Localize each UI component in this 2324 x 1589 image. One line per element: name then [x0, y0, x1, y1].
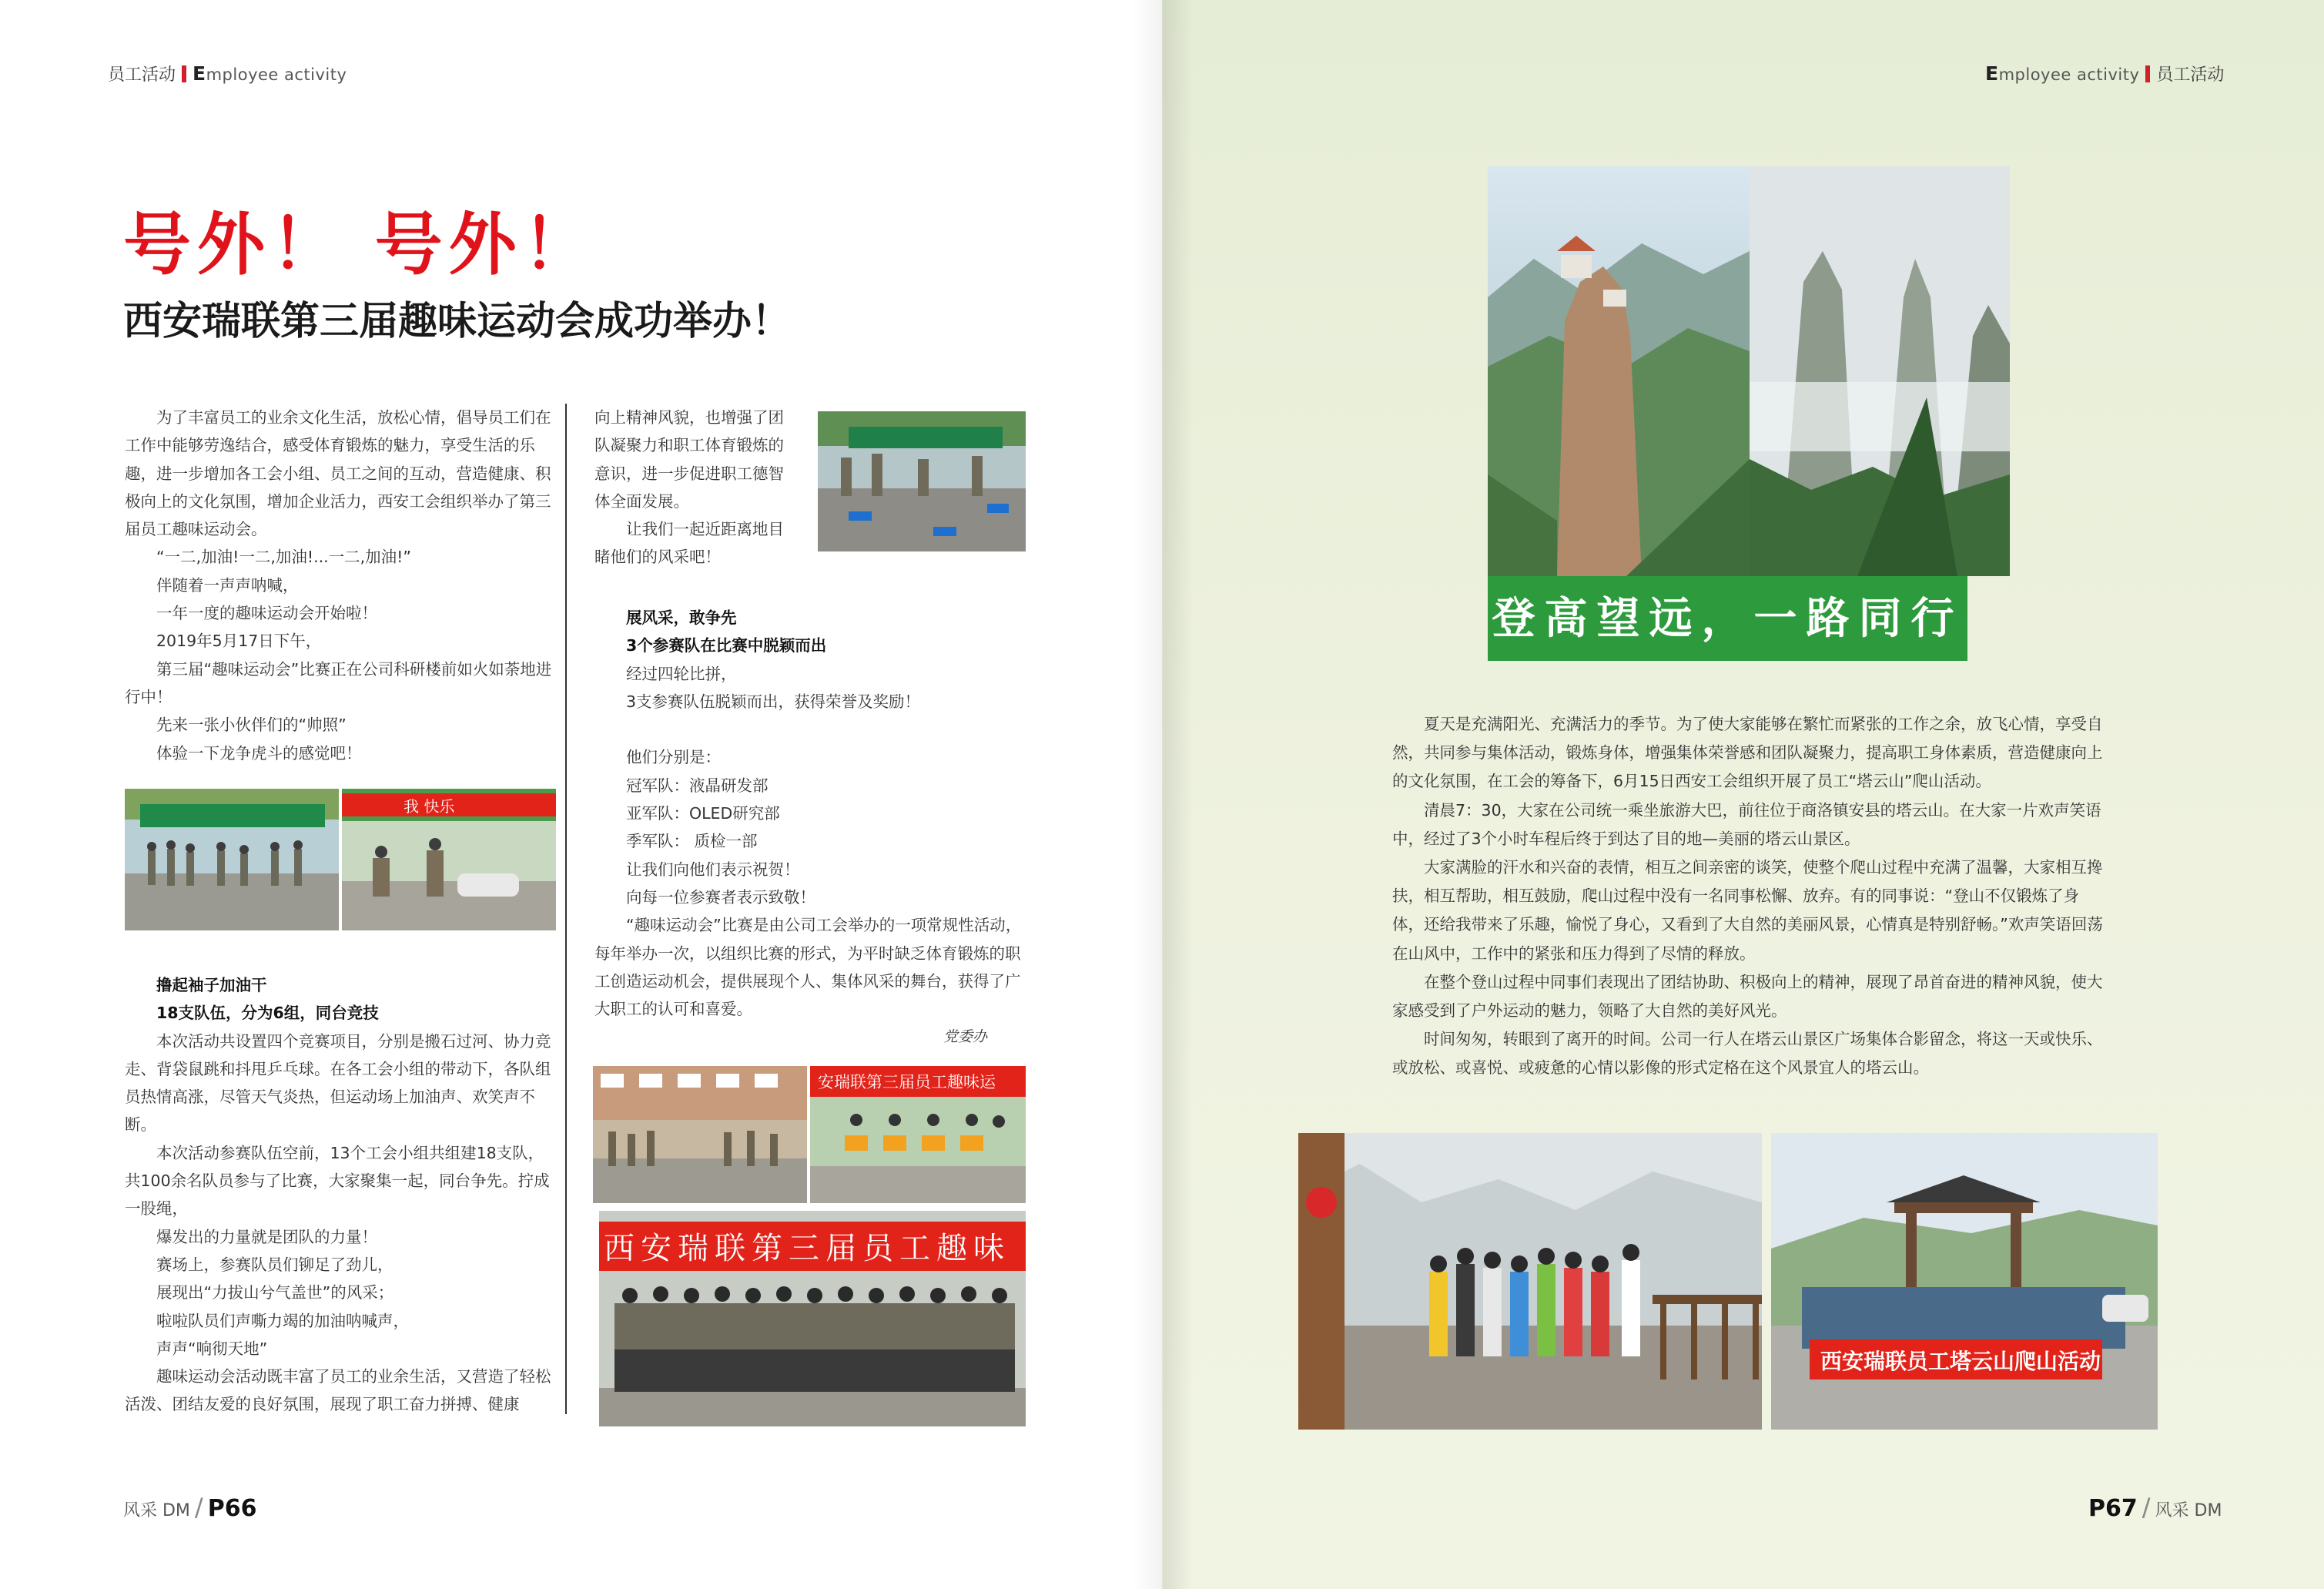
column-divider	[565, 404, 567, 1414]
text-line: 冠军队：液晶研发部	[626, 776, 769, 795]
sack-race-photo-2	[342, 789, 556, 930]
headline-subtitle: 西安瑞联第三届趣味运动会成功举办！	[123, 299, 792, 344]
hiking-group-photo-2	[1771, 1133, 2158, 1430]
headline-title: 号外！ 号外！	[123, 204, 597, 284]
right-footer	[2088, 1493, 2222, 1522]
header-red-bar	[2145, 65, 2150, 82]
text-line: 他们分别是：	[626, 748, 721, 767]
text-line: 经过四轮比拼，	[626, 664, 737, 683]
sack-race-photo-1	[125, 789, 339, 930]
group-photo-sports-day	[599, 1211, 1026, 1426]
section-heading: 3个参赛队在比赛中脱颖而出	[626, 636, 827, 655]
paragraph: 大家满脸的汗水和兴奋的表情，相互之间亲密的谈笑，使整个爬山过程中充满了温馨，大家相互搀扶，相互帮助，相互鼓励，爬山过程中没有一名同事松懈、放弃。有的同事说：“登山不仅锻炼了身体，还给我带来了乐趣，愉悦了身心，又看到了大自然的美丽风景，心情真是特别舒畅。”欢声笑语回荡在山风中，工作中的紧张和压力得到了尽情的释放。	[1392, 858, 2103, 963]
photo-banner-text: 西安瑞联第三届员工趣味	[604, 1231, 1010, 1266]
paragraph: 本次活动参赛队伍空前，13个工会小组共组建18支队，共100余名队员参与了比赛，大家聚集一起，同台争先。拧成一股绳，	[125, 1143, 550, 1219]
text-line: 亚军队：OLED研究部	[626, 804, 780, 823]
section-label-zh: 员工活动	[108, 65, 176, 85]
section-label-en: Employee activity	[193, 62, 347, 85]
paragraph: 夏天是充满阳光、充满活力的季节。为了使大家能够在繁忙而紧张的工作之余，放飞心情，享受自然，共同参与集体活动，锻炼身体，增强集体荣誉感和团队凝聚力，提高职工身体素质，营造健康向上的文化氛围，在工会的筹备下，6月15日西安工会组织开展了员工“塔云山”爬山活动。	[1392, 715, 2103, 791]
spacer-line	[594, 716, 1026, 743]
page-number: P67	[2088, 1495, 2138, 1522]
magazine-name: 风采 DM	[123, 1501, 190, 1520]
footer-slash: /	[194, 1493, 203, 1522]
text-line: 让我们向他们表示祝贺！	[626, 860, 800, 879]
article-column-1-lower	[125, 971, 556, 1419]
page-gutter	[1132, 0, 1194, 1589]
award-winners-photo	[810, 1066, 1026, 1203]
photo-banner-text: 我 快乐	[404, 797, 455, 816]
stone-crossing-photo	[818, 411, 1026, 551]
text-line: 一年一度的趣味运动会开始啦！	[156, 604, 377, 623]
hiking-article	[1392, 710, 2108, 1083]
text-line: 展现出“力拔山兮气盖世”的风采；	[156, 1283, 394, 1302]
page-number: P66	[207, 1495, 257, 1522]
signature: 党委办	[943, 1028, 987, 1046]
paragraph: 第三届“趣味运动会”比赛正在公司科研楼前如火如荼地进行中！	[125, 659, 552, 706]
right-section-header	[1985, 62, 2224, 85]
paragraph: 在整个登山过程中同事们表现出了团结协助、积极向上的精神，展现了昂首奋进的精神风貌，使大家感受到了户外运动的魅力，领略了大自然的美好风光。	[1392, 972, 2103, 1021]
text-line: 2019年5月17日下午，	[156, 632, 322, 651]
paragraph: 时间匆匆，转眼到了离开的时间。公司一行人在塔云山景区广场集体合影留念，将这一天或快乐、或放松、或喜悦、或疲惫的心情以影像的形式定格在这个风景宜人的塔云山。	[1392, 1030, 2103, 1078]
text-line: 伴随着一声声呐喊，	[156, 575, 299, 595]
paragraph: 本次活动共设置四个竞赛项目，分别是搬石过河、协力竞走、背袋鼠跳和抖甩乒乓球。在各工会小组的带动下，各队组员热情高涨，尽管天气炎热，但运动场上加油声、欢笑声不断。	[125, 1031, 551, 1135]
text-line: 体验一下龙争虎斗的感觉吧！	[156, 743, 362, 763]
left-footer	[123, 1493, 256, 1522]
left-section-header	[108, 62, 347, 85]
paragraph: “趣味运动会”比赛是由公司工会举办的一项常规性活动，每年举办一次，以组织比赛的形式，为平时缺乏体育锻炼的职工创造运动机会，提供展现个人、集体风采的舞台，获得了广大职工的认可和喜爱。	[594, 916, 1022, 1019]
section-label-zh: 员工活动	[2156, 65, 2225, 85]
paragraph: 趣味运动会活动既丰富了员工的业余生活，又营造了轻松活泼、团结友爱的良好氛围，展现了职工奋力拼搏、健康	[125, 1367, 551, 1414]
section-heading: 展风采，敢争先	[626, 608, 737, 627]
paragraph: 为了丰富员工的业余文化生活，放松心情，倡导员工们在工作中能够劳逸结合，感受体育锻炼的魅力，享受生活的乐趣，进一步增加各工会小组、员工之间的互动，营造健康、积极向上的文化氛围，增加企业活力，西安工会组织举办了第三届员工趣味运动会。	[125, 408, 551, 539]
text-line: 声声“响彻天地”	[156, 1339, 268, 1358]
article-column-2	[594, 404, 798, 572]
article-column-2-lower	[594, 604, 1026, 1051]
text-line: 爆发出的力量就是团队的力量！	[156, 1227, 377, 1246]
header-red-bar	[182, 65, 186, 82]
text-line: 3支参赛队伍脱颖而出，获得荣誉及奖励！	[626, 692, 921, 711]
paragraph: 向上精神风貌，也增强了团队凝聚力和职工体育锻炼的意识，进一步促进职工德智体全面发展。	[594, 408, 784, 511]
text-line: 啦啦队员们声嘶力竭的加油呐喊声，	[156, 1311, 409, 1330]
text-line: 赛场上，参赛队员们铆足了劲儿，	[156, 1255, 393, 1274]
section-heading: 18支队伍，分为6组，同台竞技	[156, 1004, 379, 1023]
misty-peaks-photo	[1750, 166, 2010, 576]
hero-banner: 登高望远，一路同行	[1488, 576, 1967, 661]
text-line: “一二,加油!一二,加油!...一二,加油!”	[156, 548, 411, 567]
group-banner-text: 西安瑞联员工塔云山爬山活动	[1820, 1349, 2101, 1374]
paragraph: 让我们一起近距离地目睹他们的风采吧！	[594, 520, 784, 567]
text-line: 向每一位参赛者表示致敬！	[626, 887, 815, 907]
magazine-name: 风采 DM	[2155, 1501, 2222, 1520]
text-line: 季军队： 质检一部	[626, 832, 758, 851]
mountain-temple-photo	[1488, 166, 1750, 576]
article-column-1	[125, 404, 556, 767]
section-heading: 撸起袖子加油干	[156, 976, 267, 994]
photo-banner-text: 安瑞联第三届员工趣味运	[818, 1073, 996, 1091]
cheering-team-photo	[593, 1066, 807, 1203]
footer-slash: /	[2141, 1493, 2151, 1522]
text-line: 先来一张小伙伴们的“帅照”	[156, 716, 347, 735]
hiking-group-photo-1	[1298, 1133, 1762, 1430]
section-label-en: Employee activity	[1985, 62, 2140, 85]
paragraph: 清晨7：30，大家在公司统一乘坐旅游大巴，前往位于商洛镇安县的塔云山。在大家一片欢声笑语中，经过了3个小时车程后终于到达了目的地—美丽的塔云山景区。	[1392, 800, 2101, 848]
